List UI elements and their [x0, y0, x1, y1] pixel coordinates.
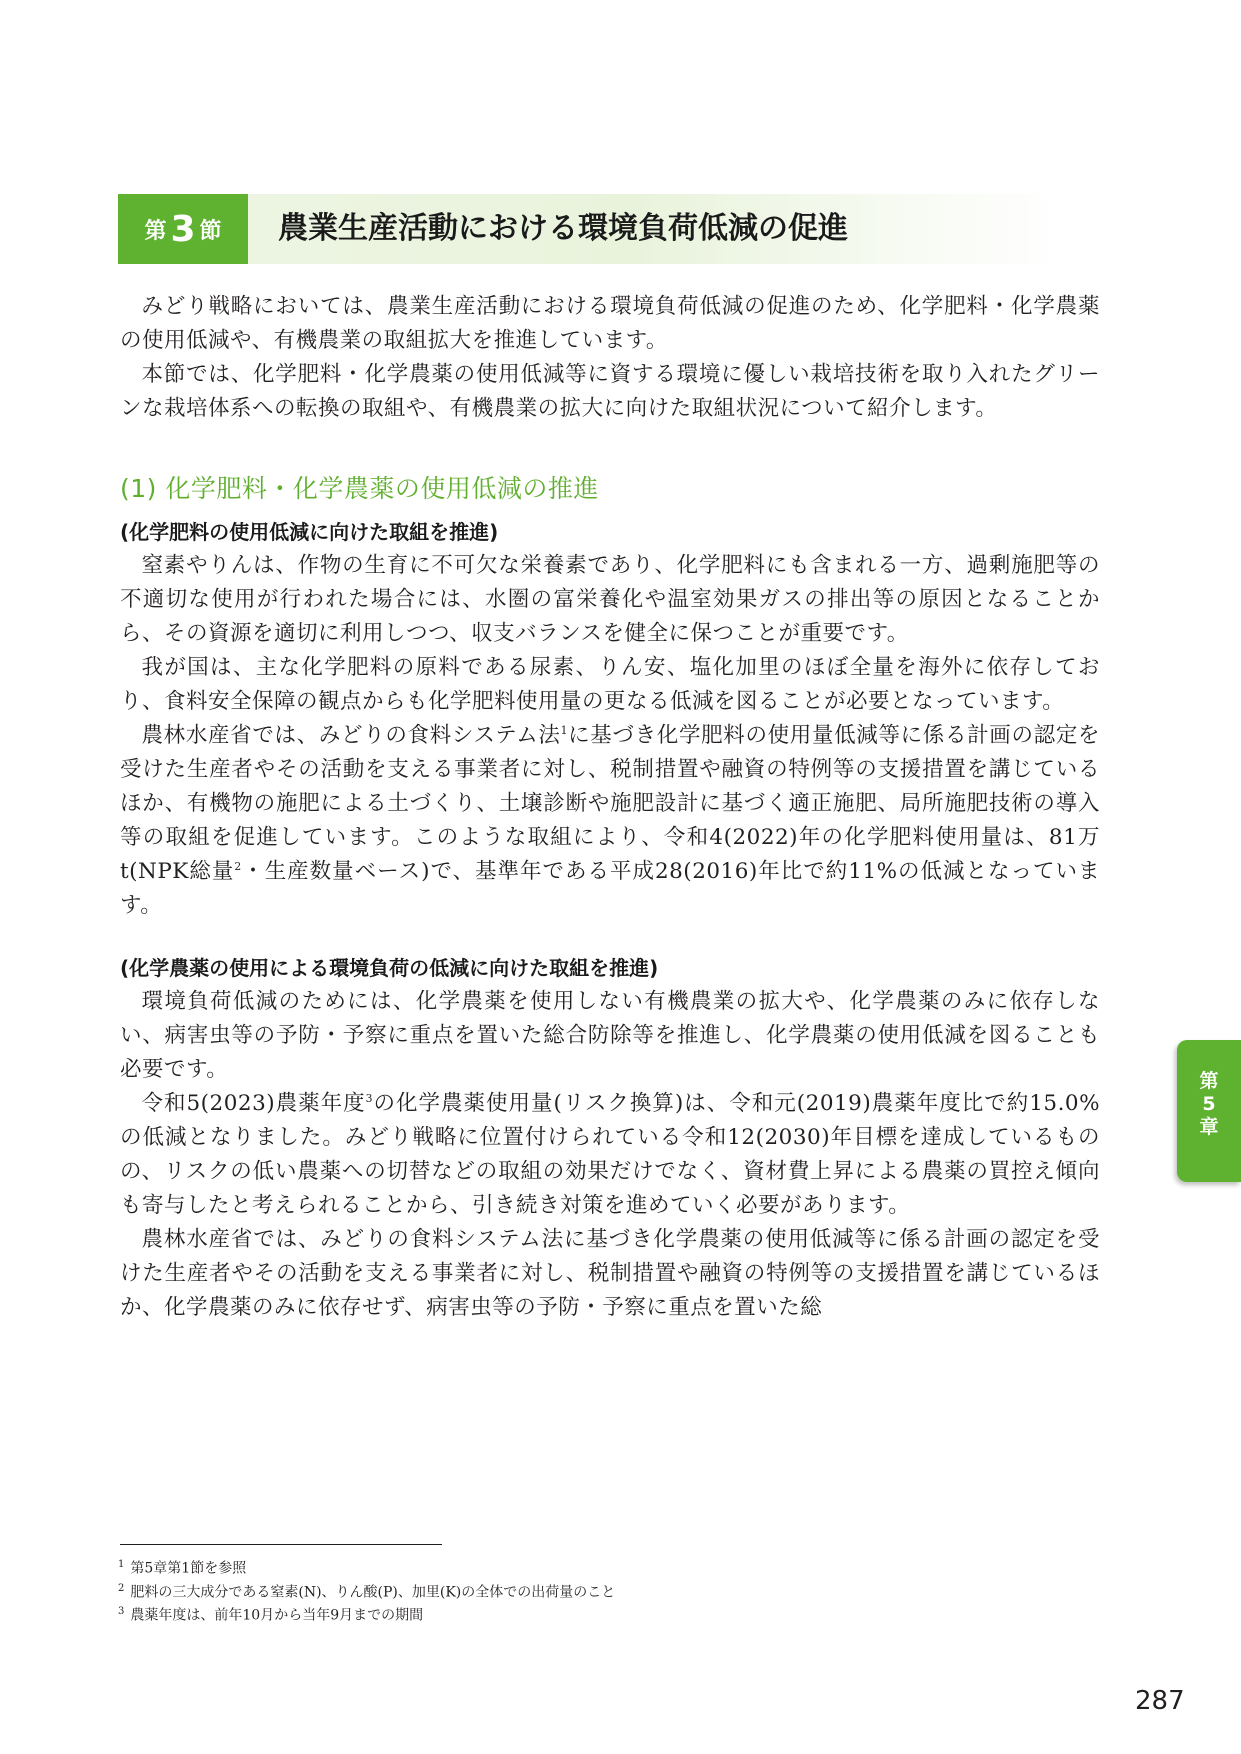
footnote-text: 農薬年度は、前年10月から当年9月までの期間	[130, 1607, 424, 1624]
intro-paragraph-1: みどり戦略においては、農業生産活動における環境負荷低減の促進のため、化学肥料・化学農薬の使用低減や、有機農業の取組拡大を推進しています。	[120, 294, 1100, 353]
fertilizer-p3-text-b: に基づき化学肥料の使用量低減等に係る計画の認定を受けた生産者やその活動を支える事業者に対し、税制措置や融資の特例等の支援措置を講じているほか、有機物の施肥による土づくり、土壌診断や施肥設計に基づく適正施肥、局所施肥技術の導入等の取組を促進しています。このような取組により、令和4(2022)年の化学肥料使用量は、81万t(NPK総量	[120, 723, 1100, 884]
footnote-divider	[120, 1544, 442, 1545]
pesticide-p2-text-a: 令和5(2023)農薬年度	[141, 1091, 366, 1116]
chapter-tab-label	[1177, 1070, 1241, 1139]
fertilizer-paragraph-2: 我が国は、主な化学肥料の原料である尿素、りん安、塩化加里のほぼ全量を海外に依存しており、食料安全保障の観点からも化学肥料使用量の更なる低減を図ることが必要となっています。	[120, 655, 1100, 714]
section-title: 農業生産活動における環境負荷低減の促進	[278, 211, 848, 246]
pesticide-paragraph-3: 農林水産省では、みどりの食料システム法に基づき化学農薬の使用低減等に係る計画の認定を受けた生産者やその活動を支える事業者に対し、税制措置や融資の特例等の支援措置を講じているほか、化学農薬のみに依存せず、病害虫等の予防・予察に重点を置いた総	[120, 1227, 1100, 1320]
pesticide-p2-text-b: の化学農薬使用量(リスク換算)は、令和元(2019)農薬年度比で約15.0%の低減となりました。みどり戦略に位置付けられている令和12(2030)年目標を達成しているものの、リスクの低い農薬への切替などの取組の効果だけでなく、資材費上昇による農薬の買控え傾向も寄与したと考えられることから、引き続き対策を進めていく必要があります。	[120, 1091, 1101, 1218]
footnote-number: 3	[118, 1606, 125, 1618]
footnote-number: 2	[118, 1582, 125, 1594]
footnotes	[118, 1555, 818, 1626]
section-badge-number: 3	[170, 208, 196, 250]
footnote-text: 第5章第1節を参照	[130, 1560, 247, 1577]
pesticide-paragraph-1: 環境負荷低減のためには、化学農薬を使用しない有機農業の拡大や、化学農薬のみに依存しない、病害虫等の予防・予察に重点を置いた総合防除等を推進し、化学農薬の使用低減を図ることも必要です。	[120, 989, 1100, 1082]
section-header	[118, 194, 1060, 264]
fertilizer-p3-text-c: ・生産数量ベース)で、基準年である平成28(2016)年比で約11%の低減となっています。	[120, 859, 1100, 918]
chapter-tab-line-2: 5	[1202, 1093, 1216, 1115]
main-body	[120, 290, 1100, 1325]
intro-paragraph-2: 本節では、化学肥料・化学農薬の使用低減等に資する環境に優しい栽培技術を取り入れたグリーンな栽培体系への転換の取組や、有機農業の拡大に向けた取組状況について紹介します。	[120, 362, 1100, 421]
footnote-ref-3[interactable]: 3	[365, 1091, 373, 1105]
section-badge-prefix: 第	[144, 218, 167, 244]
footnote-text: 肥料の三大成分である窒素(N)、りん酸(P)、加里(K)の全体での出荷量のこと	[130, 1584, 616, 1601]
section-badge-suffix: 節	[199, 218, 222, 244]
pesticide-paragraph-2	[120, 1087, 1100, 1223]
footnote-ref-1[interactable]: 1	[560, 723, 568, 737]
chapter-tab[interactable]	[1177, 1040, 1241, 1182]
fertilizer-p3-text-a: 農林水産省では、みどりの食料システム法	[141, 723, 561, 748]
footnote-ref-2[interactable]: 2	[234, 859, 242, 873]
footnote-number: 1	[118, 1559, 125, 1570]
fertilizer-heading: (化学肥料の使用低減に向けた取組を推進)	[120, 520, 499, 544]
footnote-2	[118, 1579, 818, 1603]
footnote-3	[118, 1602, 818, 1626]
chapter-tab-line-1: 第	[1199, 1070, 1219, 1092]
subsection-heading: (1) 化学肥料・化学農薬の使用低減の推進	[120, 474, 599, 503]
footnote-1	[118, 1555, 818, 1579]
fertilizer-paragraph-3	[120, 719, 1100, 923]
page-number: 287	[1135, 1686, 1185, 1716]
section-badge	[118, 194, 248, 264]
pesticide-heading: (化学農薬の使用による環境負荷の低減に向けた取組を推進)	[120, 956, 659, 980]
fertilizer-paragraph-1: 窒素やりんは、作物の生育に不可欠な栄養素であり、化学肥料にも含まれる一方、過剰施肥等の不適切な使用が行われた場合には、水圏の富栄養化や温室効果ガスの排出等の原因となることから、その資源を適切に利用しつつ、収支バランスを健全に保つことが重要です。	[120, 553, 1100, 646]
chapter-tab-line-3: 章	[1199, 1116, 1219, 1138]
